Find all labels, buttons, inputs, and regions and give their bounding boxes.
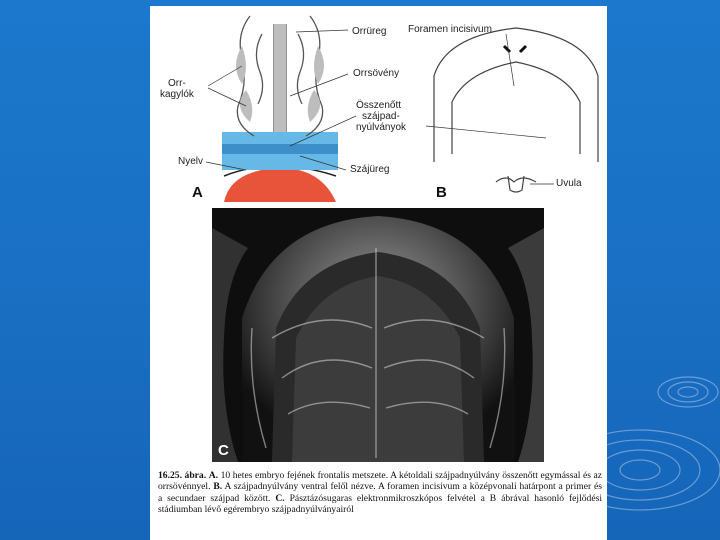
panel-c-letter: C [218, 442, 229, 459]
caption-c-key: C. [275, 492, 285, 504]
label-osszenott-1: Összenőtt [356, 100, 402, 111]
label-szajureg: Szájüreg [350, 164, 390, 175]
caption-number: 16.25. ábra. [158, 470, 207, 481]
label-osszenott-3: nyúlványok [356, 122, 407, 133]
sem-palate-image [212, 208, 544, 462]
label-uvula: Uvula [556, 178, 582, 189]
label-nyelv: Nyelv [178, 156, 204, 167]
caption-a-key: A. [208, 470, 219, 481]
label-foramen-incisivum: Foramen incisivum [408, 24, 492, 35]
label-orrsoveny: Orrsövény [353, 68, 400, 79]
caption-b-text: A szájpadnyúlvány ventral felől nézve. A foramen incisivum a középvonali határpont a primer és a secundaer szájpad között. [158, 481, 603, 504]
label-orrkagylok-1: Orr- [168, 78, 186, 89]
figure-caption [158, 470, 602, 516]
label-orrureg: Orrüreg [352, 26, 387, 37]
panel-b-diagram [426, 6, 607, 202]
panel-c-sem-photo [212, 208, 544, 462]
label-orrkagylok-2: kagylók [160, 89, 194, 100]
panel-b-letter: B [436, 184, 447, 201]
caption-c-text: Pásztázósugaras elektronmikroszkópos felvétel a B ábrával hasonló fejlődési stádiumban lévő egérembryo szájpadnyúlványairól [158, 492, 602, 516]
panel-a-letter: A [192, 184, 203, 201]
caption-b-key: B. [213, 481, 223, 493]
figure-page [150, 6, 607, 540]
caption-a-text: 10 hetes embryo fejének frontalis metszete. A kétoldali szájpadnyúlvány összenőtt egymással és az orrsövénnyel. [158, 470, 603, 493]
label-osszenott-2: szájpad- [362, 111, 400, 122]
